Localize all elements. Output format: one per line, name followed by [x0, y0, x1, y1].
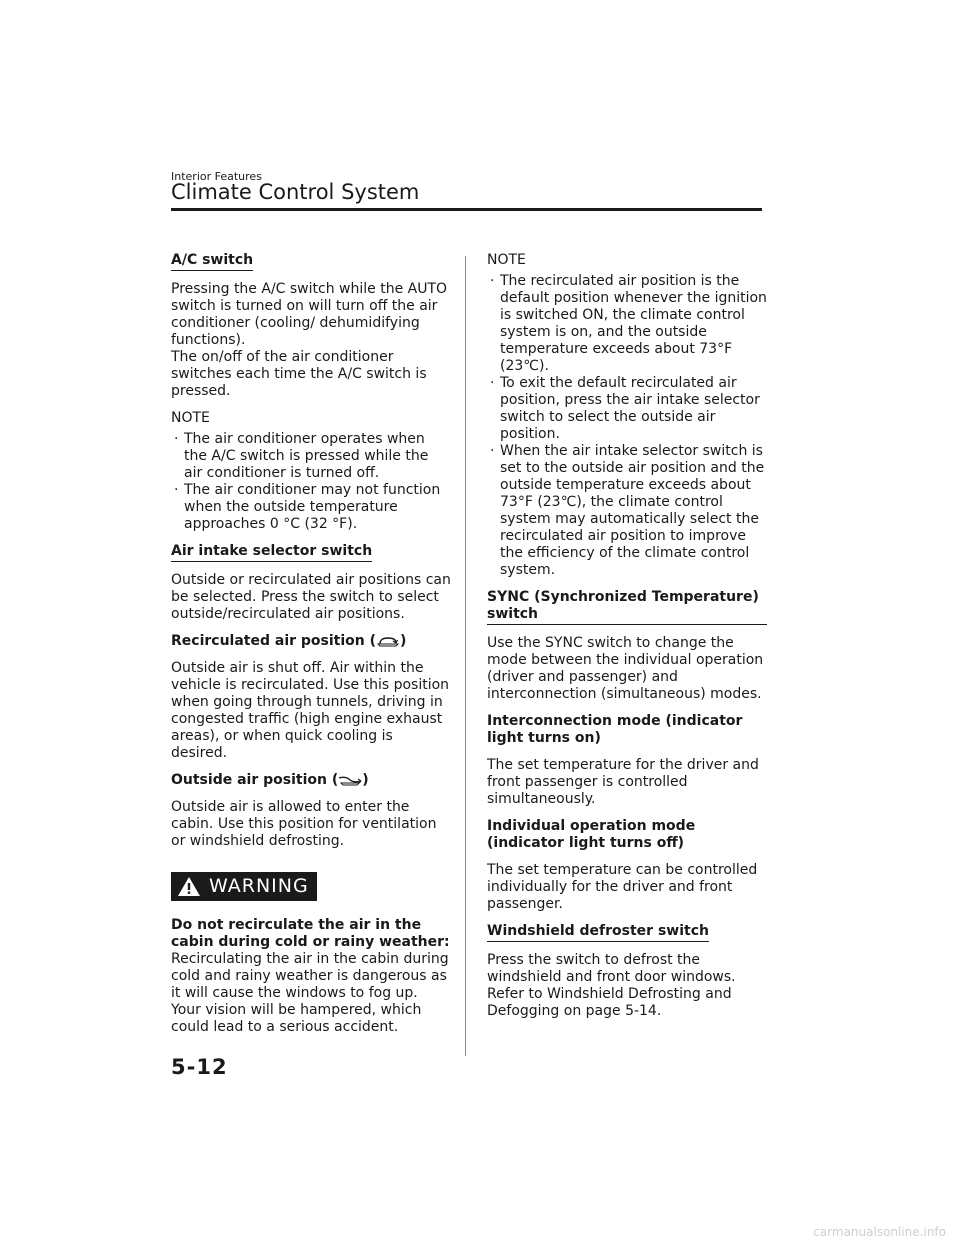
ac-switch-heading: A/C switch	[171, 252, 253, 271]
outside-air-icon	[338, 774, 362, 786]
sync-switch-heading: SYNC (Synchronized Temperature) switch	[487, 589, 767, 625]
note-list	[487, 273, 767, 579]
warning-body: Recirculating the air in the cabin during cold and rainy weather is dangerous as it will cause the windows to fog up. Your vision will be hampered, which could lead to a serious accident.	[171, 951, 449, 1035]
left-column	[171, 252, 451, 1036]
warning-banner	[171, 872, 317, 901]
recirculated-air-paragraph: Outside air is shut off. Air within the vehicle is recirculated. Use this position when going through tunnels, driving in congested traffic (high engine exhaust areas), or when quick cooling is desired.	[171, 660, 450, 761]
recirculated-air-close: )	[400, 633, 407, 649]
page-title: Climate Control System	[171, 180, 420, 204]
individual-mode-subheading: Individual operation mode (indicator light turns off)	[487, 818, 696, 851]
note-label: NOTE	[171, 410, 210, 426]
note-list	[171, 431, 451, 533]
ac-paragraph-2: The on/off of the air conditioner switches each time the A/C switch is pressed.	[171, 349, 427, 399]
warning-label: WARNING	[209, 875, 309, 897]
individual-mode-paragraph: The set temperature can be controlled individually for the driver and front passenger.	[487, 862, 758, 912]
section-label: Interior Features	[171, 170, 262, 183]
recirculate-icon	[376, 635, 400, 647]
sync-paragraph: Use the SYNC switch to change the mode between the individual operation (driver and passenger) and interconnection (simultaneous) modes.	[487, 635, 764, 702]
ac-paragraph-1: Pressing the A/C switch while the AUTO switch is turned on will turn off the air conditioner (cooling/ dehumidifying functions).	[171, 281, 448, 348]
outside-air-paragraph: Outside air is allowed to enter the cabin. Use this position for ventilation or windshield defrosting.	[171, 799, 437, 849]
defroster-switch-heading: Windshield defroster switch	[487, 923, 709, 942]
outside-air-subheading	[171, 772, 451, 789]
page-number: 5-12	[171, 1055, 228, 1079]
interconnection-mode-subheading: Interconnection mode (indicator light turns on)	[487, 713, 743, 746]
watermark: carmanualsonline.info	[813, 1225, 946, 1239]
note-label: NOTE	[487, 252, 526, 268]
title-rule	[171, 208, 762, 211]
air-intake-heading: Air intake selector switch	[171, 543, 372, 562]
column-divider	[465, 256, 466, 1056]
note-item: · The recirculated air position is the default position whenever the ignition is switched ON, the climate control system is on, and the outside temperature exceeds about 73°F (23℃).	[487, 273, 767, 375]
recirculated-air-label: Recirculated air position (	[171, 633, 377, 649]
air-intake-paragraph: Outside or recirculated air positions can be selected. Press the switch to select outside/recirculated air positions.	[171, 572, 451, 622]
note-item: · To exit the default recirculated air position, press the air intake selector switch to select the outside air position.	[487, 375, 767, 443]
warning-title: Do not recirculate the air in the cabin during cold or rainy weather:	[171, 917, 450, 950]
outside-air-close: )	[362, 772, 369, 788]
interconnection-mode-paragraph: The set temperature for the driver and front passenger is controlled simultaneously.	[487, 757, 759, 807]
right-column	[487, 252, 767, 1030]
recirculated-air-subheading	[171, 633, 451, 650]
outside-air-label: Outside air position (	[171, 772, 339, 788]
defroster-paragraph: Press the switch to defrost the windshield and front door windows. Refer to Windshield Defrosting and Defogging on page 5-14.	[487, 952, 736, 1019]
note-item: · The air conditioner may not function when the outside temperature approaches 0 °C (32 °F).	[171, 482, 451, 533]
warning-icon	[177, 876, 201, 897]
note-item: · When the air intake selector switch is set to the outside air position and the outside temperature exceeds about 73°F (23℃), the climate control system may automatically select the recirculated air position to improve the efficiency of the climate control system.	[487, 443, 767, 579]
note-item: · The air conditioner operates when the A/C switch is pressed while the air conditioner is turned off.	[171, 431, 451, 482]
